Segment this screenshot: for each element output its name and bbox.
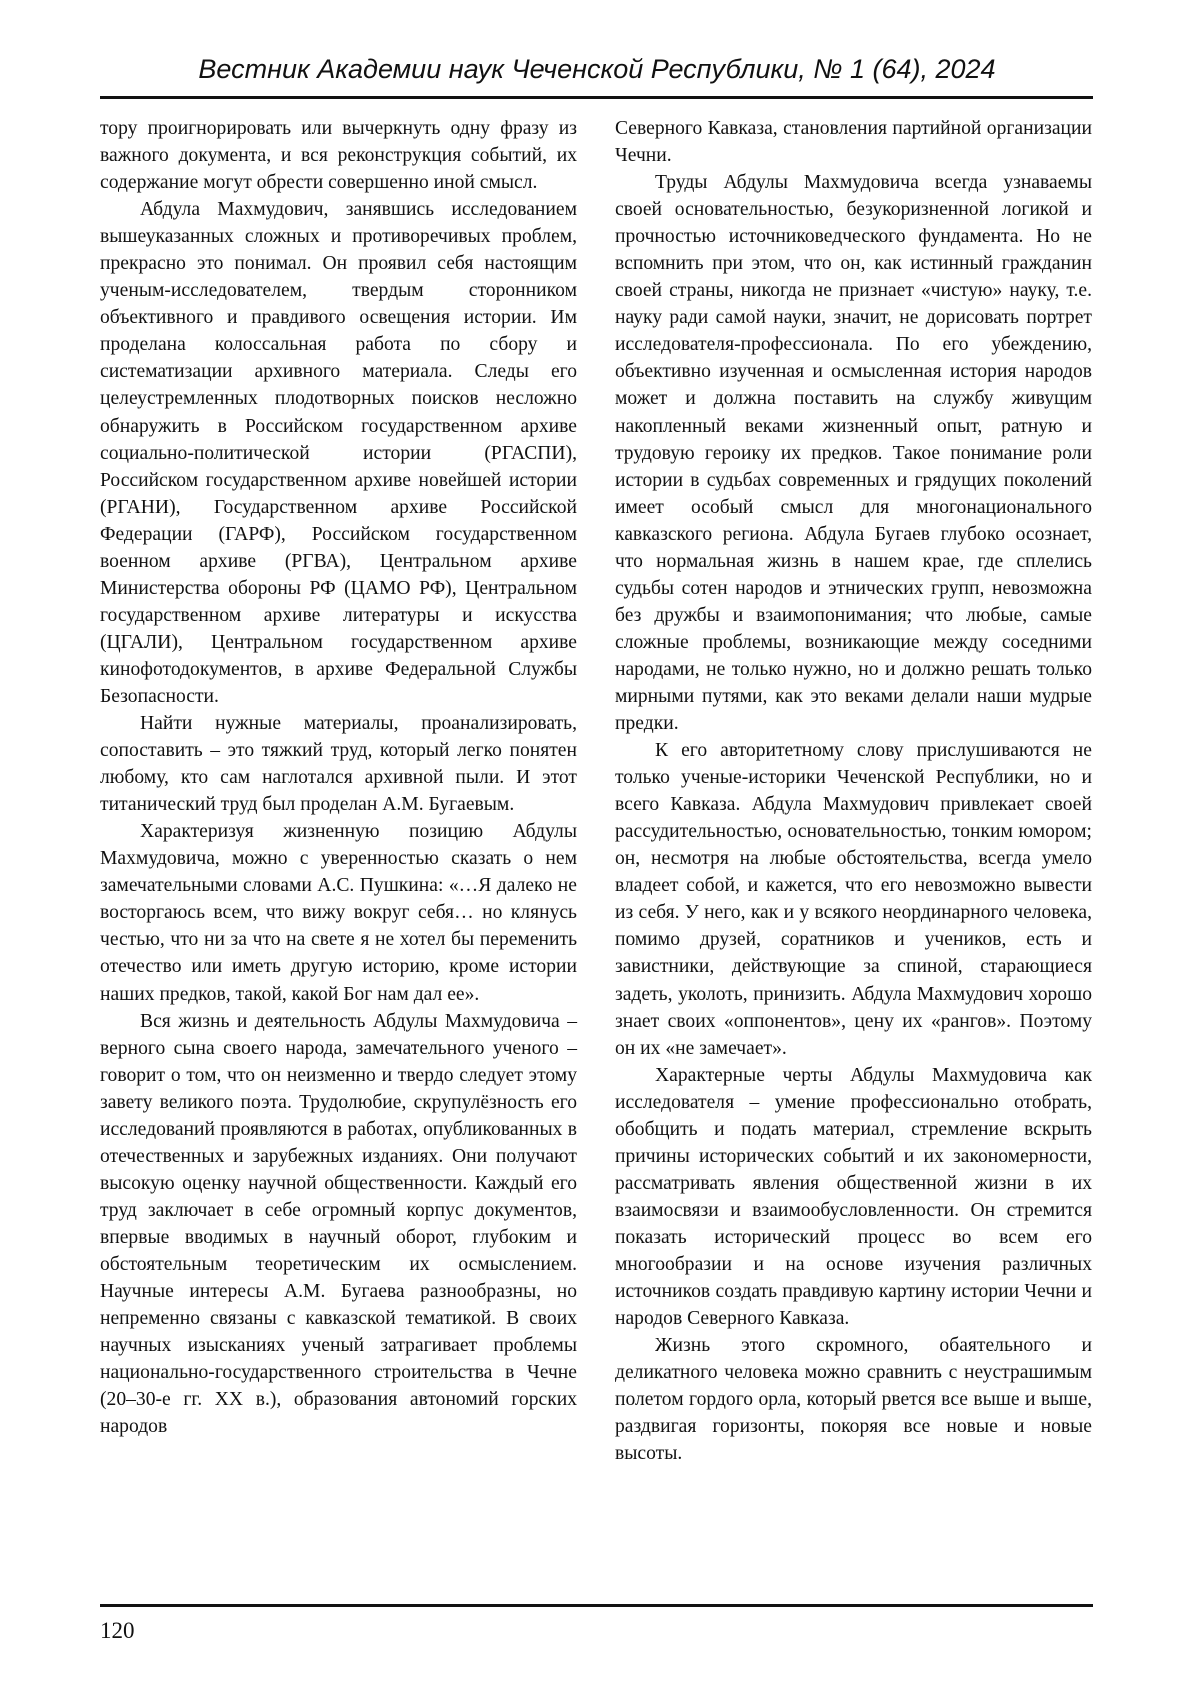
header-rule (100, 96, 1093, 99)
left-paragraph-1: тору проигнорировать или вычеркнуть одну фразу из важного документа, и вся реконструкция событий, их содержание могут обрести совершенно иной смысл. (100, 118, 577, 194)
left-paragraph-4: Характеризуя жизненную позицию Абдулы Махмудовича, можно с уверенностью сказать о нем замечательными словами А.С. Пушкина: «…Я далеко не восторгаюсь всем, что вижу вокруг себя… но клянусь честью, что ни за что на свете я не хотел бы переменить отечество или иметь другую историю, кроме истории наших предков, такой, какой Бог нам дал ее». (100, 821, 577, 1005)
left-column (100, 115, 577, 1440)
running-header: Вестник Академии наук Чеченской Республики, № 1 (64), 2024 (198, 54, 996, 84)
page-number: 120 (100, 1618, 135, 1643)
left-paragraph-2: Абдула Махмудович, занявшись исследованием вышеуказанных сложных и противоречивых проблем, прекрасно это понимал. Он проявил себя настоящим ученым-исследователем, твердым сторонником объективного и правдивого освещения истории. Им проделана колоссальная работа по сбору и систематизации архивного материала. Следы его целеустремленных плодотворных поисков несложно обнаружить в Российском государственном архиве социально-политической истории (РГАСПИ), Российском государственном архиве новейшей истории (РГАНИ), Государственном архиве Российской Федерации (ГАРФ), Российском государственном военном архиве (РГВА), Центральном архиве Министерства обороны РФ (ЦАМО РФ), Центральном государственном архиве литературы и искусства (ЦГАЛИ), Центральном государственном архиве кинофотодокументов, в архиве Федеральной Службы Безопасности. (100, 199, 577, 707)
right-paragraph-5: Жизнь этого скромного, обаятельного и деликатного человека можно сравнить с неустрашимым полетом гордого орла, который рвется все выше и выше, раздвигая горизонты, покоряя все новые и новые высоты. (615, 1335, 1092, 1465)
footer-rule (100, 1604, 1093, 1607)
right-column (615, 115, 1092, 1467)
left-paragraph-3: Найти нужные материалы, проанализировать, сопоставить – это тяжкий труд, который легко понятен любому, кто сам наглотался архивной пыли. И этот титанический труд был проделан А.М. Бугаевым. (100, 713, 577, 816)
left-paragraph-5: Вся жизнь и деятельность Абдулы Махмудовича – верного сына своего народа, замечательного ученого – говорит о том, что он неизменно и твердо следует этому завету великого поэта. Трудолюбие, скрупулёзность его исследований проявляются в работах, опубликованных в отечественных и зарубежных изданиях. Они получают высокую оценку научной общественности. Каждый его труд заключает в себе огромный корпус документов, впервые вводимых в научный оборот, глубоким и обстоятельным теоретическим их осмыслением. Научные интересы А.М. Бугаева разнообразны, но непременно связаны с кавказской тематикой. В своих научных изысканиях ученый затрагивает проблемы национально-государственного строительства в Чечне (20–30-е гг. XX в.), образования автономий горских народов (100, 1010, 577, 1438)
right-paragraph-3: К его авторитетному слову прислушиваются не только ученые-историки Чеченской Республики, но и всего Кавказа. Абдула Махмудович привлекает своей рассудительностью, основательностью, тонким юмором; он, несмотря на любые обстоятельства, всегда умело владеет собой, и кажется, что его невозможно вывести из себя. У него, как и у всякого неординарного человека, помимо друзей, соратников и учеников, есть и завистники, действующие за спиной, старающиеся задеть, уколоть, принизить. Абдула Махмудович хорошо знает своих «оппонентов», цену их «рангов». Поэтому он их «не замечает». (615, 740, 1092, 1059)
right-paragraph-1: Северного Кавказа, становления партийной организации Чечни. (615, 118, 1092, 167)
right-paragraph-2: Труды Абдулы Махмудовича всегда узнаваемы своей основательностью, безукоризненной логикой и прочностью источниковедческого фундамента. Но не вспомнить при этом, что он, как истинный гражданин своей страны, никогда не признает «чистую» науку, т.е. науку ради самой науки, значит, не дорисовать портрет исследователя-профессионала. По его убеждению, объективно изученная и осмысленная история народов может и должна поставить на службу живущим накопленный веками жизненный опыт, ратную и трудовую героику их предков. Такое понимание роли истории в судьбах современных и грядущих поколений имеет особый смысл для многонационального кавказского региона. Абдула Бугаев глубоко осознает, что нормальная жизнь в нашем крае, где сплелись судьбы сотен народов и этнических групп, невозможна без дружбы и взаимопонимания; что любые, самые сложные проблемы, возникающие между соседними народами, не только нужно, но и должно решать только мирными путями, как это веками делали наши мудрые предки. (615, 172, 1092, 735)
right-paragraph-4: Характерные черты Абдулы Махмудовича как исследователя – умение профессионально отобрать, обобщить и подать материал, стремление вскрыть причины исторических событий и их закономерности, рассматривать явления общественной жизни в их взаимосвязи и взаимообусловленности. Он стремится показать исторический процесс во всем его многообразии и на основе изучения различных источников создать правдивую картину истории Чечни и народов Северного Кавказа. (615, 1064, 1092, 1330)
